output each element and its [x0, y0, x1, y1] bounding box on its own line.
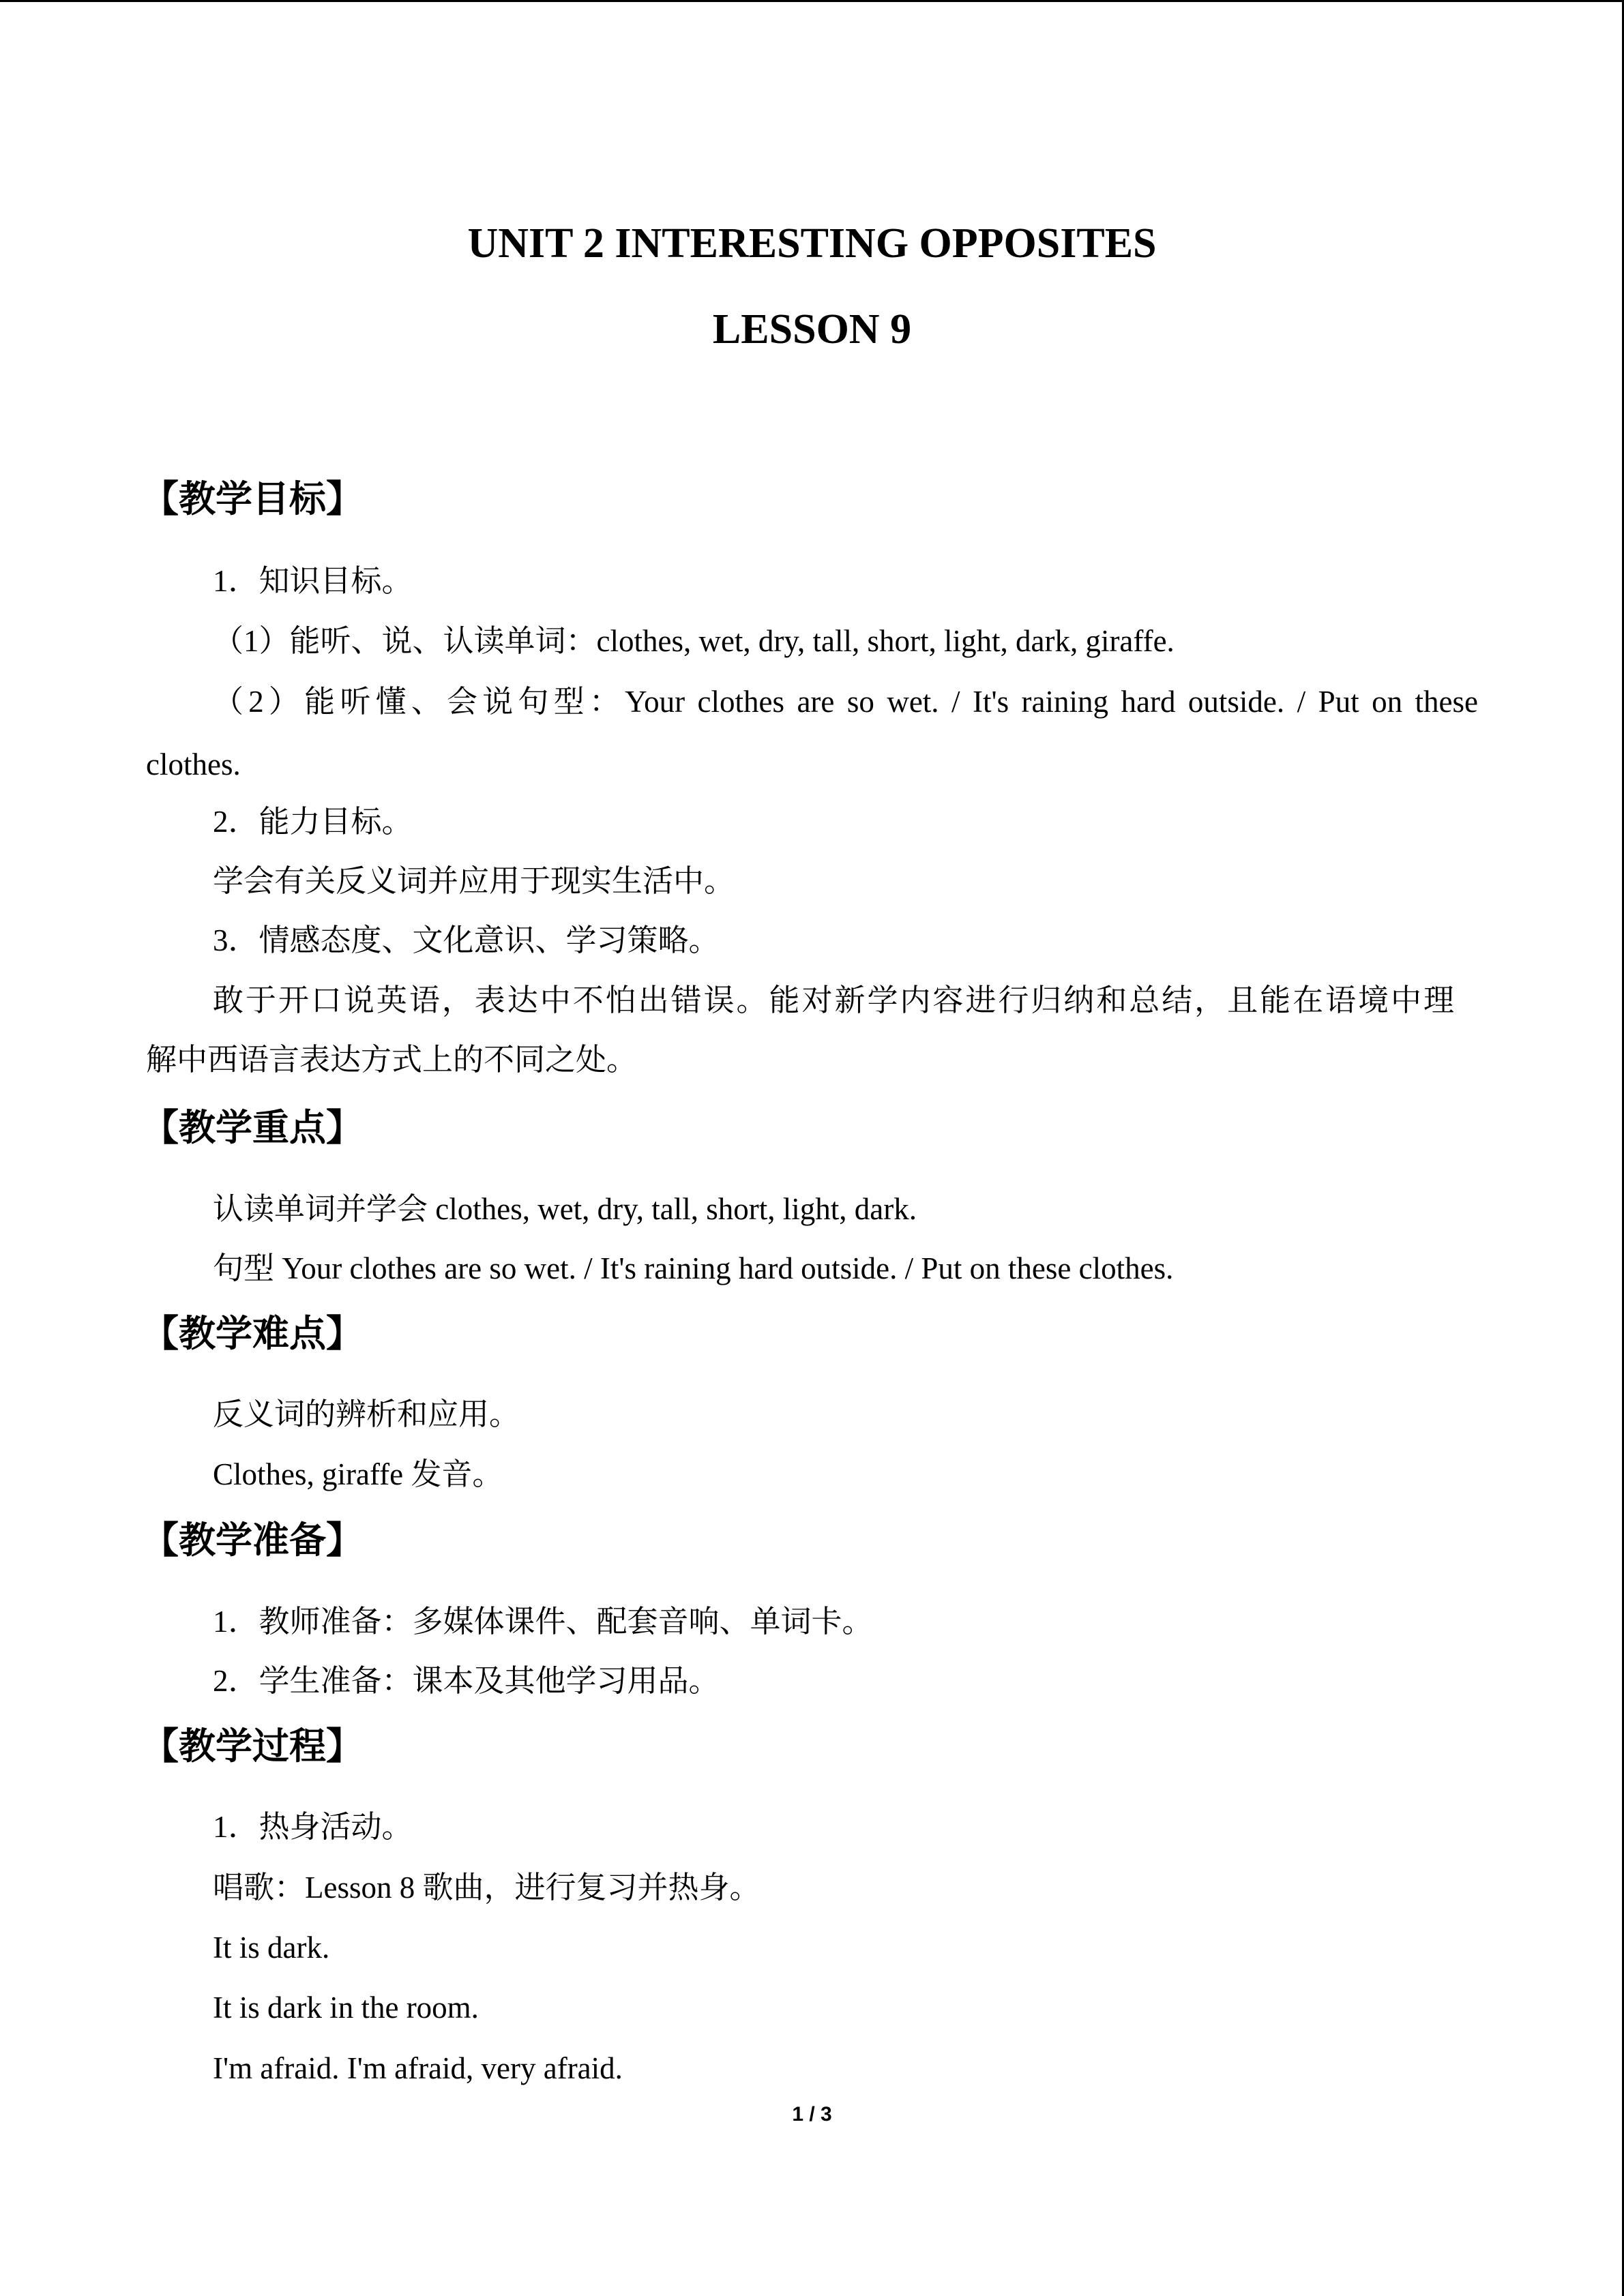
- key-point-line: 句型 Your clothes are so wet. / It's raining hard outside. / Put on these clothes.: [213, 1251, 1174, 1285]
- objective-line: 学会有关反义词并应用于现实生活中。: [213, 864, 735, 898]
- difficulty-line: 反义词的辨析和应用。: [213, 1397, 520, 1431]
- document-title: UNIT 2 INTERESTING OPPOSITES: [467, 220, 1157, 267]
- objective-line: （2）能听懂、会说句型：Your clothes are so wet. / It's raining hard outside. / Put on these: [213, 685, 1478, 719]
- process-line: It is dark in the room.: [213, 1991, 479, 2025]
- objective-line: clothes.: [146, 747, 241, 781]
- difficulty-line: Clothes, giraffe 发音。: [213, 1457, 503, 1491]
- section-heading-key-points: 【教学重点】: [142, 1106, 363, 1149]
- preparation-line: 2．学生准备：课本及其他学习用品。: [213, 1664, 720, 1698]
- section-heading-process: 【教学过程】: [142, 1725, 363, 1768]
- objective-line: 2．能力目标。: [213, 805, 413, 839]
- key-point-line: 认读单词并学会 clothes, wet, dry, tall, short, light, dark.: [213, 1192, 917, 1226]
- section-heading-objectives: 【教学目标】: [142, 477, 363, 520]
- preparation-line: 1．教师准备：多媒体课件、配套音响、单词卡。: [213, 1605, 873, 1639]
- objective-line: （1）能听、说、认读单词：clothes, wet, dry, tall, short, light, dark, giraffe.: [213, 624, 1175, 658]
- page-border-top: [0, 0, 1624, 2]
- objective-line: 1．知识目标。: [213, 564, 413, 598]
- section-heading-preparation: 【教学准备】: [142, 1519, 363, 1562]
- process-line: It is dark.: [213, 1930, 330, 1965]
- objective-line: 解中西语言表达方式上的不同之处。: [146, 1043, 638, 1077]
- document-subtitle: LESSON 9: [712, 306, 912, 353]
- process-line: 唱歌：Lesson 8 歌曲，进行复习并热身。: [213, 1870, 761, 1905]
- process-line: 1．热身活动。: [213, 1810, 413, 1844]
- section-heading-difficulties: 【教学难点】: [142, 1312, 363, 1355]
- process-line: I'm afraid. I'm afraid, very afraid.: [213, 2051, 623, 2085]
- objective-line: 敢于开口说英语，表达中不怕出错误。能对新学内容进行归纳和总结，且能在语境中理: [213, 983, 1454, 1017]
- page-number: 1 / 3: [792, 2103, 832, 2126]
- objective-line: 3．情感态度、文化意识、学习策略。: [213, 923, 720, 957]
